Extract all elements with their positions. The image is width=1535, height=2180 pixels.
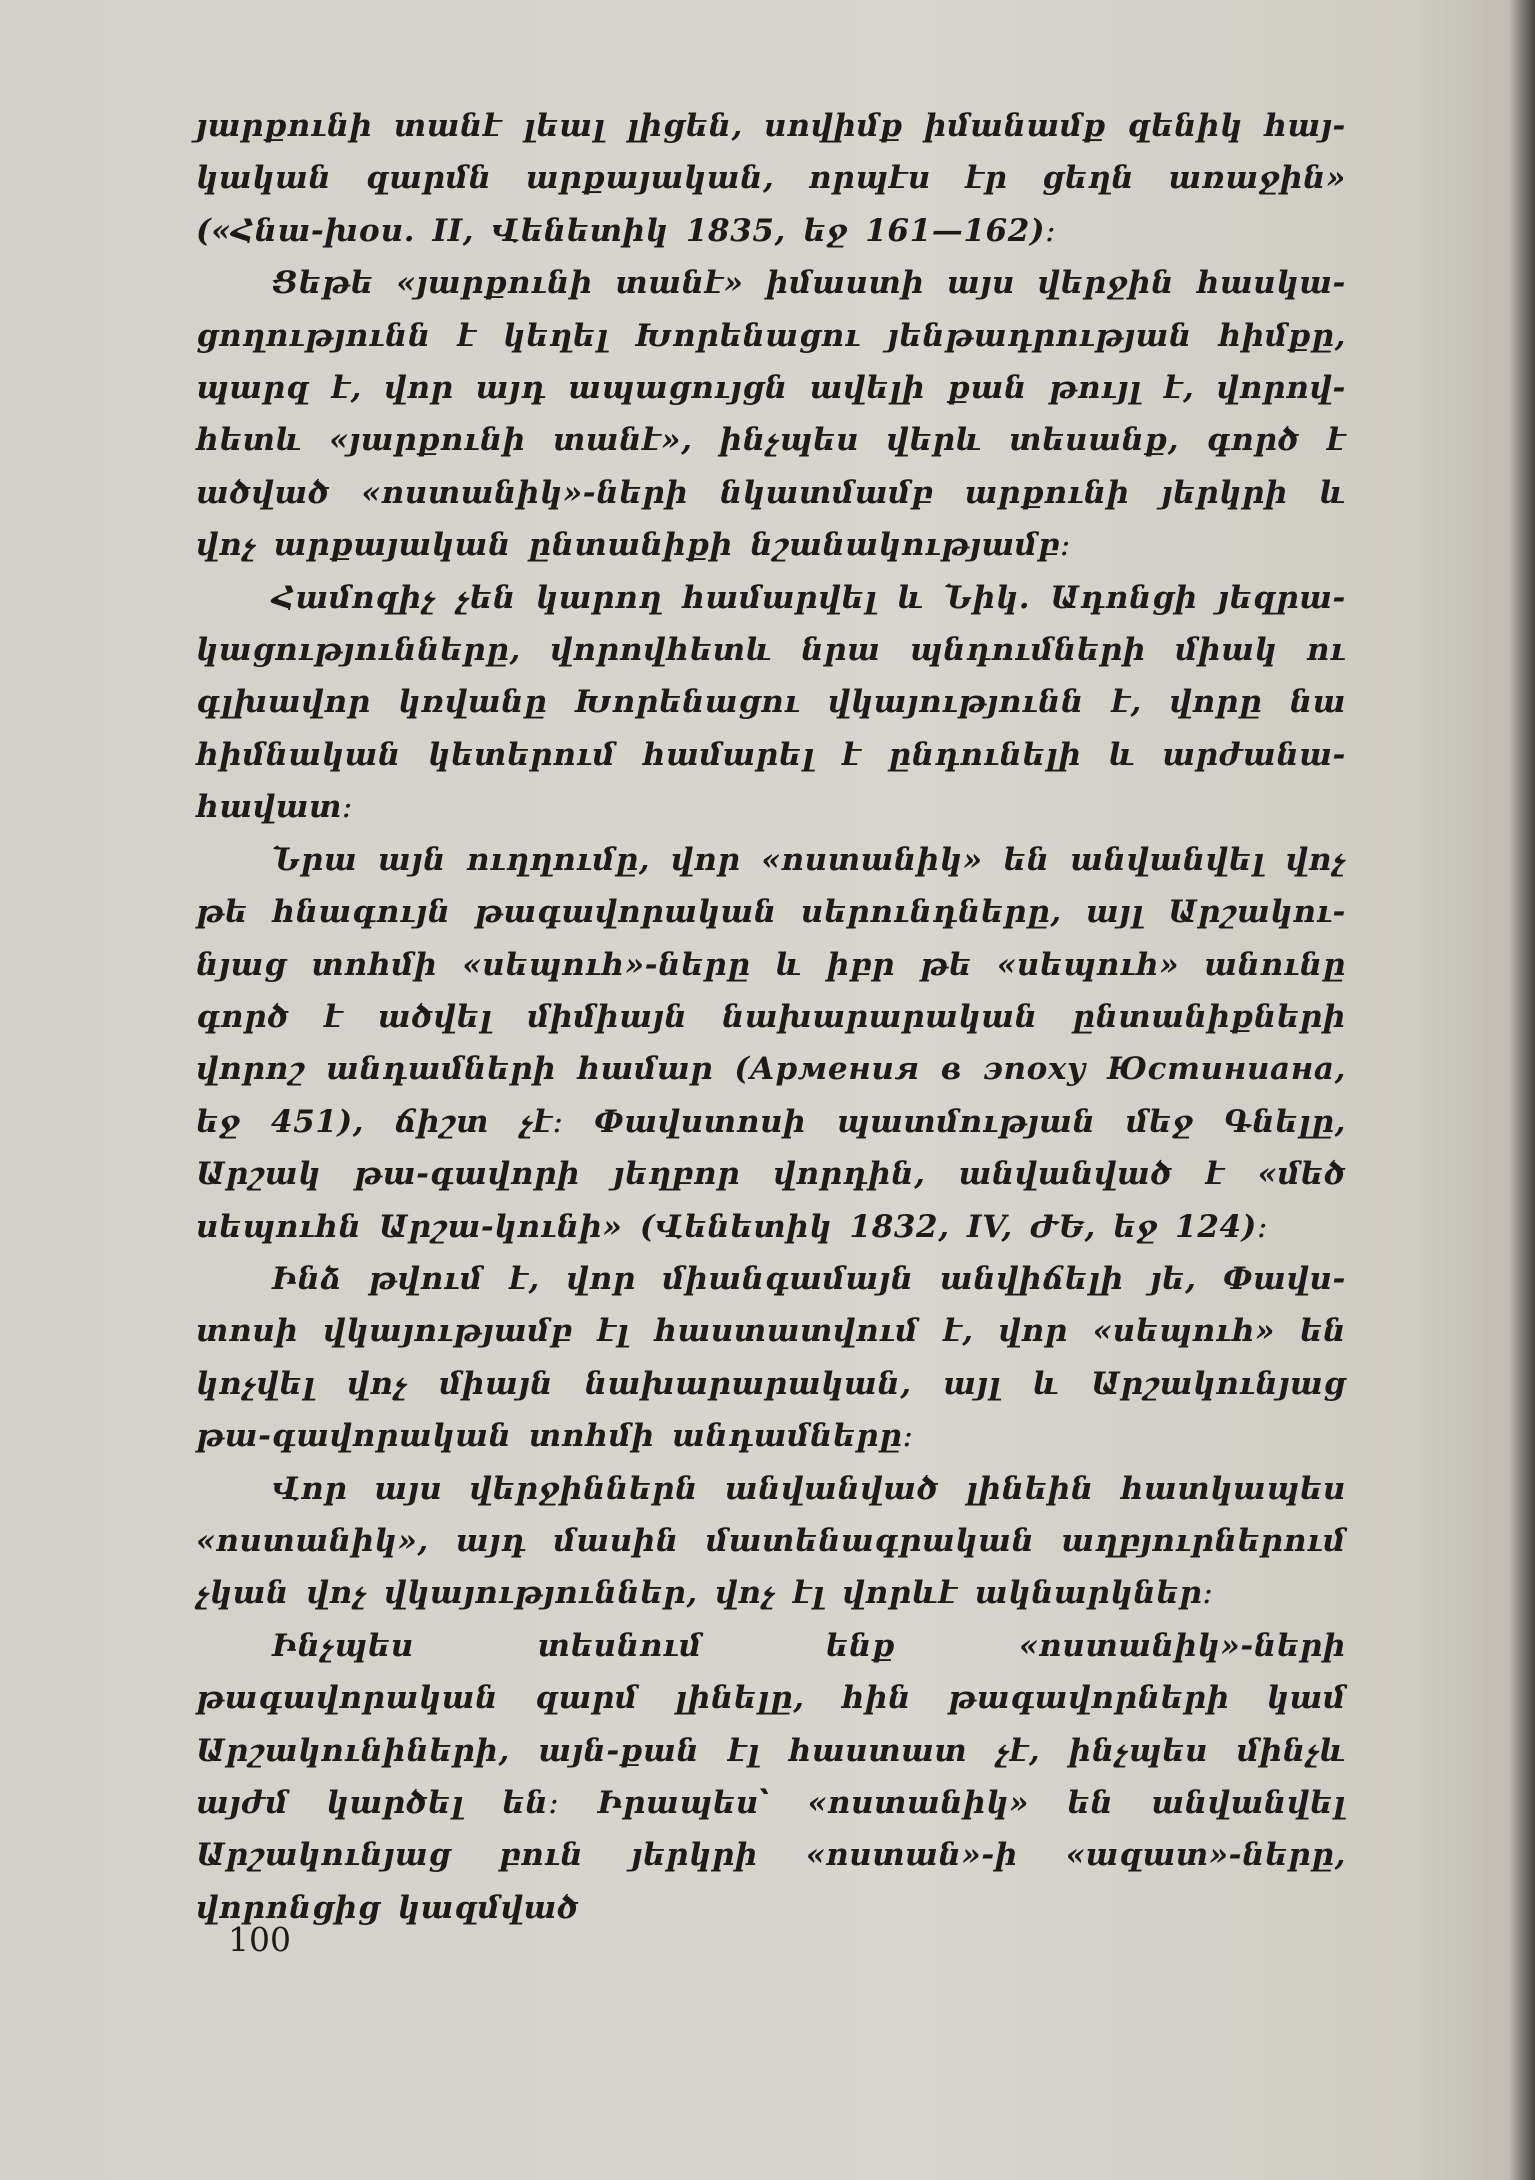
paragraph-1: յարքունի տանէ լեալ լիցեն, սովիմք իմանամք զենիկ հայ-կական զարմն արքայական, որպէս էր ցեղն առաջին» («Հնա-խօս. II, Վենետիկ 1835, եջ 161—162)։ [196,108,1346,249]
paragraph-2: Ցեթե «յարքունի տանէ» իմաստի այս վերջին հասկա-ցողությունն է կեղել Խորենացու յենթադրության հիմքը, պարզ է, վոր այդ ապացույցն ավելի քան թույլ է, վորով-հետև «յարքունի տանէ», ինչպես վերև տեսանք, գործ է ածված «ոստանիկ»-ների նկատմամբ արքունի յերկրի և վոչ արքայական ընտանիքի նշանակությամբ։ [196,265,1346,564]
paragraph-7: Ինչպես տեսնում ենք «ոստանիկ»-ների թագավորական զարմ լինելը, հին թագավորների կամ Արշակունիների, այն-քան էլ հաստատ չէ, ինչպես մինչև այժմ կարծել են։ Իրապես՝ «ոստանիկ» են անվանվել Արշակունյաց բուն յերկրի «ոստան»-ի «ազատ»-ները, վորոնցից կազմված [196,1627,1346,1926]
paragraph-5: Ինձ թվում է, վոր միանգամայն անվիճելի յե, Փավս-տոսի վկայությամբ էլ հաստատվում է, վոր «սեպուհ» են կոչվել վոչ միայն նախարարական, այլ և Արշակունյաց թա-գավորական տոհմի անդամները։ [196,1260,1346,1455]
paragraph-3: Համոզիչ չեն կարող համարվել և Նիկ. Ադոնցի յեզրա-կացությունները, վորովհետև նրա պնդումների միակ ու գլխավոր կռվանը Խորենացու վկայությունն է, վորը նա հիմնական կետերում համարել է ընդունելի և արժանա-հավատ։ [196,579,1346,826]
page-number: 100 [228,1920,291,1959]
page-binding-shadow [1509,0,1535,2180]
paragraph-6: Վոր այս վերջիններն անվանված լինեին հատկապես «ոստանիկ», այդ մասին մատենագրական աղբյուրներում չկան վոչ վկայություններ, վոչ էլ վորևէ ակնարկներ։ [196,1470,1346,1612]
paragraph-4: Նրա այն ուղղումը, վոր «ոստանիկ» են անվանվել վոչ թե հնագույն թագավորական սերունդները, այլ Արշակու-նյաց տոհմի «սեպուհ»-ները և իբր թե «սեպուհ» անունը գործ է ածվել միմիայն նախարարական ընտանիքների վորոշ անդամների համար (Армения в эпоху Юстиниана, եջ 451), ճիշտ չէ։ Փավստոսի պատմության մեջ Գնելը, Արշակ թա-գավորի յեղբոր վորդին, անվանված է «մեծ սեպուհն Արշա-կունի» (Վենետիկ 1832, IV, ԺԵ, եջ 124)։ [196,841,1346,1245]
body-text [196,100,1346,1934]
